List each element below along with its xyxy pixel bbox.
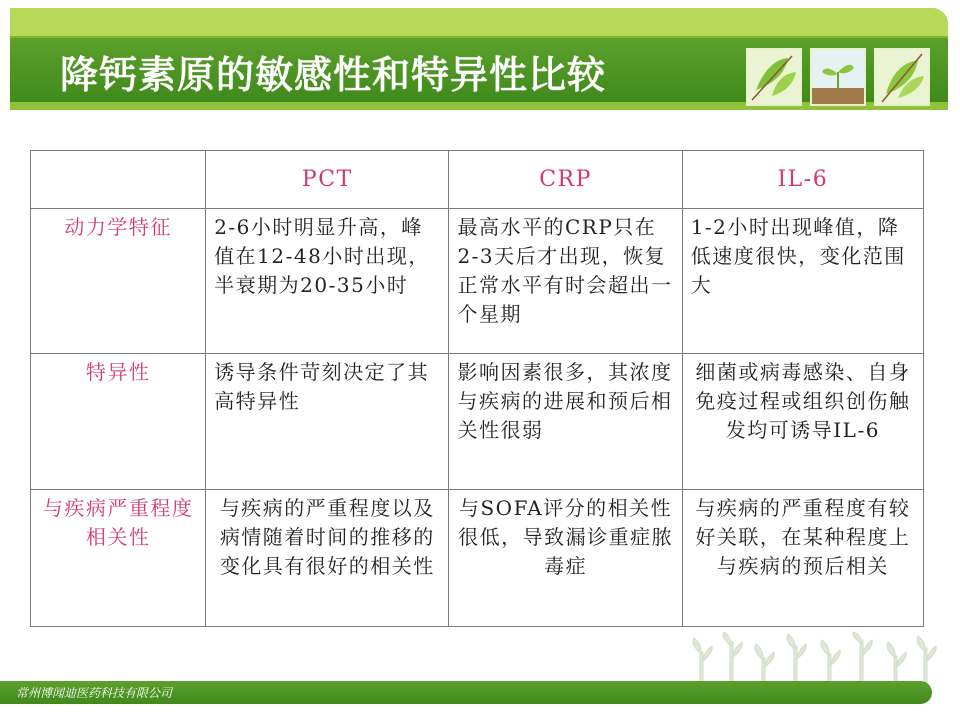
table-row [31,490,924,627]
table-cell: 与疾病的严重程度有较好关联，在某种程度上与疾病的预后相关 [682,490,923,627]
table-cell: 最高水平的CRP只在2-3天后才出现，恢复正常水平有时会超出一个星期 [449,209,682,354]
table-cell: 诱导条件苛刻决定了其高特异性 [206,354,449,490]
header-thumbnails [746,48,930,106]
row-label-severity: 与疾病严重程度相关性 [31,490,206,627]
row-label-kinetics: 动力学特征 [31,209,206,354]
leaf-image-2 [874,48,930,106]
table-header-row [31,151,924,209]
table-cell: 细菌或病毒感染、自身免疫过程或组织创伤触发均可诱导IL-6 [682,354,923,490]
table-row [31,354,924,490]
table-cell: 1-2小时出现峰值，降低速度很快，变化范围大 [682,209,923,354]
header-cell-empty [31,151,206,209]
leaf-image-1 [746,48,802,106]
header-cell-crp: CRP [449,151,682,209]
header-top-band [10,8,948,36]
slide-title: 降钙素原的敏感性和特异性比较 [60,53,607,97]
table-cell: 与疾病的严重程度以及病情随着时间的推移的变化具有很好的相关性 [206,490,449,627]
header-cell-il6: IL-6 [682,151,923,209]
table-cell: 影响因素很多，其浓度与疾病的进展和预后相关性很弱 [449,354,682,490]
table-cell: 与SOFA评分的相关性很低，导致漏诊重症脓毒症 [449,490,682,627]
slide-footer [0,681,932,704]
table-row [31,209,924,354]
header-cell-pct: PCT [206,151,449,209]
sprout-image [810,48,866,106]
comparison-table [30,150,924,627]
row-label-specificity: 特异性 [31,354,206,490]
footer-company-name: 常州博闻迪医药科技有限公司 [16,686,173,700]
slide-header [10,8,948,110]
table-cell: 2-6小时明显升高，峰值在12-48小时出现，半衰期为20-35小时 [206,209,449,354]
